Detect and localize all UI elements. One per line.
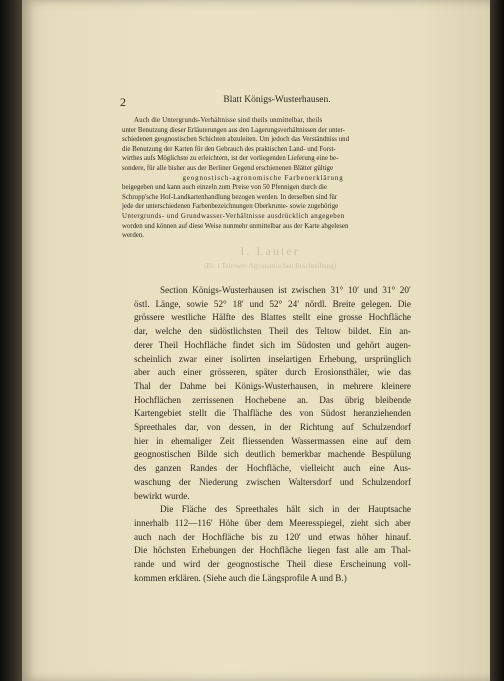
body-line: Die Fläche des Spreethales hält sich in der Hauptsache: [160, 504, 411, 515]
body-line: auch nach der Hochfläche bis zu 120′ und etwas höher hinauf.: [134, 531, 411, 542]
bleed-through-heading: I. Lauter: [240, 244, 300, 258]
book-binding-edge: [0, 0, 22, 681]
body-line: innerhalb 112—116′ Höhe über dem Meeresspiegel, zieht sich aber: [134, 517, 411, 528]
running-head: Blatt Königs-Wusterhausen.: [223, 95, 331, 105]
body-line: Spreethales dar, von dessen, in der Richtung auf Schulzendorf: [134, 422, 411, 433]
body-line: kommen erklären. (Siehe auch die Längsprofile A und B.): [134, 572, 347, 583]
body-line: hier in ehemaliger Zeit fliessenden Wassermassen eine auf dem: [134, 435, 411, 446]
notice-line: worden und können auf diese Weise nunmehr unmittelbar aus der Karte abgelesen: [122, 222, 349, 230]
body-line: rande und wird der geognostische Theil diese Erscheinung voll-: [134, 559, 411, 570]
body-line: aber auch einer grösseren, später durch Erosionsthäler, wie das: [134, 367, 411, 378]
body-line: dar, welche den südöstlichsten Theil des Teltow bildet. Ein an-: [134, 326, 411, 337]
notice-line: werden.: [122, 232, 145, 240]
page-number: 2: [120, 95, 126, 109]
notice-line: beigegeben und kann auch einzeln zum Preise von 50 Pfennigen durch die: [122, 184, 327, 192]
body-line: des ganzen Randes der Hochfläche, vielleicht auch eine Aus-: [134, 463, 411, 474]
body-line: Die höchsten Erhebungen der Hochfläche liegen fast alle am Thal-: [134, 545, 411, 556]
body-line: Hochflächen zerrissenen Hochebene an. Das übrig bleibende: [134, 394, 411, 405]
notice-line: sondere, für alle bisher aus der Berliner Gegend erschienenen Blätter gültige: [122, 164, 334, 172]
body-line: waschung der Niederung zwischen Waltersdorf und Schulzendorf: [134, 476, 411, 487]
notice-line: Schropp'sche Hof-Landkartenhandlung bezogen werden. In derselben sind für: [122, 193, 338, 201]
body-line: Kartengebiet stellt die Thalfläche des von Südost heranziehenden: [134, 408, 411, 419]
notice-line: wirthes aufs Möglichste zu erleichtern, ist der vorliegenden Lieferung eine be-: [122, 155, 339, 163]
body-line: derer Theil Hochfläche findet sich im Südosten und gehört augen-: [134, 339, 411, 350]
body-line: Thal der Dahme bei Königs-Wusterhausen, in mehrere kleinere: [134, 380, 411, 391]
body-line: geognostischen Bilde sich deutlich bemerkbar machende Bespülung: [134, 449, 411, 460]
bleed-through-text: [150, 244, 390, 270]
bleed-through-subtitle: (Bl. 1 Teltower-Agronomischen Beschreibung): [204, 262, 336, 270]
body-line: östl. Länge, sowie 52° 18′ und 52° 24′ nördl. Breite gelegen. Die: [134, 298, 411, 309]
page-stack-edge: [490, 0, 504, 681]
notice-line: die Benutzung der Karten für den Gebrauch des praktischen Land- und Forst-: [122, 145, 336, 153]
body-line: Section Königs-Wusterhausen ist zwischen 31° 10′ und 31° 20′: [160, 285, 411, 295]
notice-line: jede der unterschiedenen Farbenbezeichnungen Oberkrume- sowie zugehörige: [122, 203, 339, 211]
notice-heading-line: geognostisch-agronomische Farbenerklärung: [182, 174, 344, 182]
notice-line: unter Benutzung dieser Erläuterungen aus den Lagerungsverhältnissen der unter-: [122, 126, 345, 134]
notice-paragraph: [122, 116, 404, 241]
body-line: grössere westliche Hälfte des Blattes stellt eine grosse Hochfläche: [134, 312, 411, 323]
notice-line: Untergrunds- und Grundwasser-Verhältnisse ausdrücklich angegeben: [122, 212, 345, 220]
body-paragraphs: [134, 284, 411, 585]
notice-line: schiedenen geognostischen Schichten abzuleiten. Um jedoch das Verständniss und: [122, 136, 350, 144]
notice-line: Auch die Untergrunds-Verhältnisse sind theils unmittelbar, theils: [134, 117, 323, 124]
body-line: scheinlich zwar einer isolirten inselartigen Erhebung, ursprünglich: [134, 353, 411, 364]
body-line: bewirkt wurde.: [134, 490, 190, 501]
